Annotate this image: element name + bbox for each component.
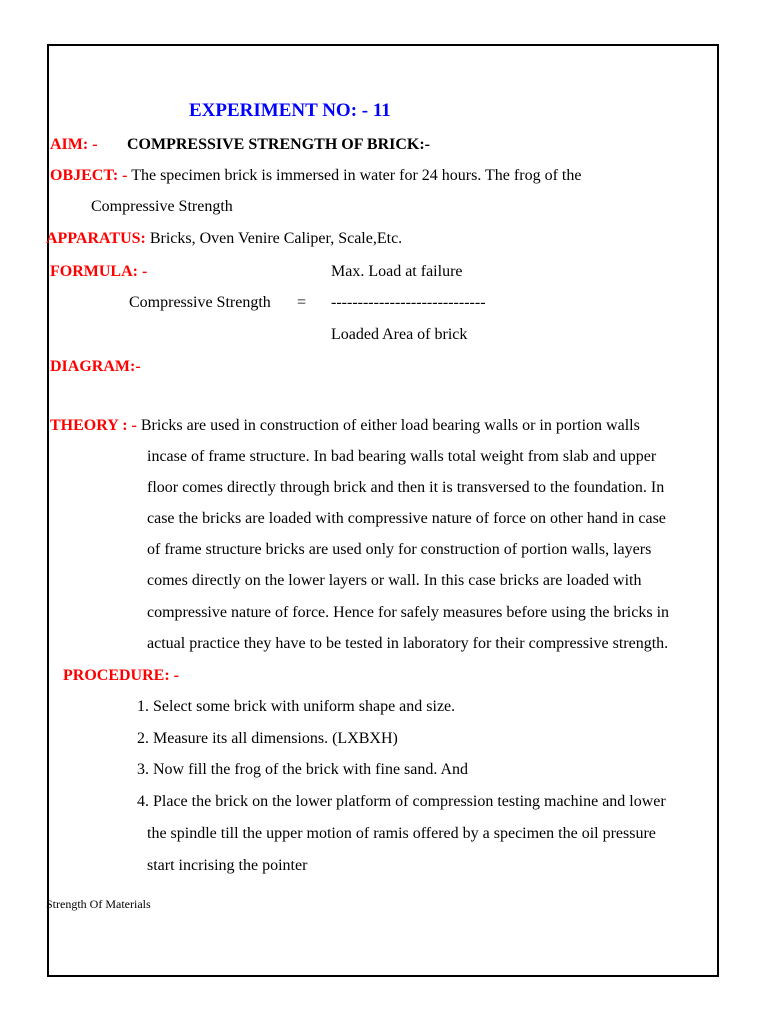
- formula-numerator: Max. Load at failure: [331, 263, 463, 280]
- formula-denominator: Loaded Area of brick: [331, 326, 468, 343]
- object-label: OBJECT: -: [50, 167, 128, 184]
- theory-label: THEORY : -: [50, 417, 137, 434]
- object-text-line2: Compressive Strength: [91, 198, 233, 215]
- procedure-continuation: the spindle till the upper motion of ramis offered by a specimen the oil pressure: [147, 825, 656, 842]
- theory-line: Bricks are used in construction of either load bearing walls or in portion walls: [136, 417, 640, 434]
- experiment-title: EXPERIMENT NO: - 11: [189, 100, 391, 121]
- formula-lhs: Compressive Strength: [129, 294, 271, 311]
- procedure-continuation: start incrising the pointer: [147, 857, 308, 874]
- apparatus-text: Bricks, Oven Venire Caliper, Scale,Etc.: [145, 230, 403, 247]
- theory-line: actual practice they have to be tested in laboratory for their compressive strength.: [147, 635, 669, 652]
- theory-line: case the bricks are loaded with compressive nature of force on other hand in case: [147, 510, 666, 527]
- object-text-line1: The specimen brick is immersed in water for 24 hours. The frog of the: [127, 167, 582, 184]
- formula-fraction-bar: -----------------------------: [331, 294, 486, 311]
- theory-line: incase of frame structure. In bad bearing walls total weight from slab and upper: [147, 448, 657, 465]
- procedure-step: 1. Select some brick with uniform shape and size.: [137, 698, 456, 715]
- aim-text: COMPRESSIVE STRENGTH OF BRICK:-: [127, 136, 430, 153]
- aim-row: [50, 135, 98, 155]
- theory-line: compressive nature of force. Hence for safely measures before using the bricks in: [147, 604, 670, 621]
- diagram-label: DIAGRAM:-: [50, 358, 141, 375]
- procedure-label: PROCEDURE: -: [63, 667, 179, 684]
- theory-row: [50, 416, 640, 436]
- aim-label: AIM: -: [50, 136, 98, 153]
- theory-line: comes directly on the lower layers or wall. In this case bricks are loaded with: [147, 572, 642, 589]
- procedure-step: 4. Place the brick on the lower platform of compression testing machine and lower: [137, 793, 666, 810]
- footer-text: Strength Of Materials: [46, 897, 151, 911]
- theory-line: floor comes directly through brick and then it is transversed to the foundation. In: [147, 479, 665, 496]
- theory-line: of frame structure bricks are used only for construction of portion walls, layers: [147, 541, 652, 558]
- procedure-step: 3. Now fill the frog of the brick with fine sand. And: [137, 761, 469, 778]
- object-row: [50, 166, 581, 186]
- formula-equals: =: [297, 294, 307, 311]
- procedure-step: 2. Measure its all dimensions. (LXBXH): [137, 730, 398, 747]
- apparatus-row: [46, 229, 402, 249]
- formula-label: FORMULA: -: [50, 263, 148, 280]
- apparatus-label: APPARATUS:: [46, 230, 146, 247]
